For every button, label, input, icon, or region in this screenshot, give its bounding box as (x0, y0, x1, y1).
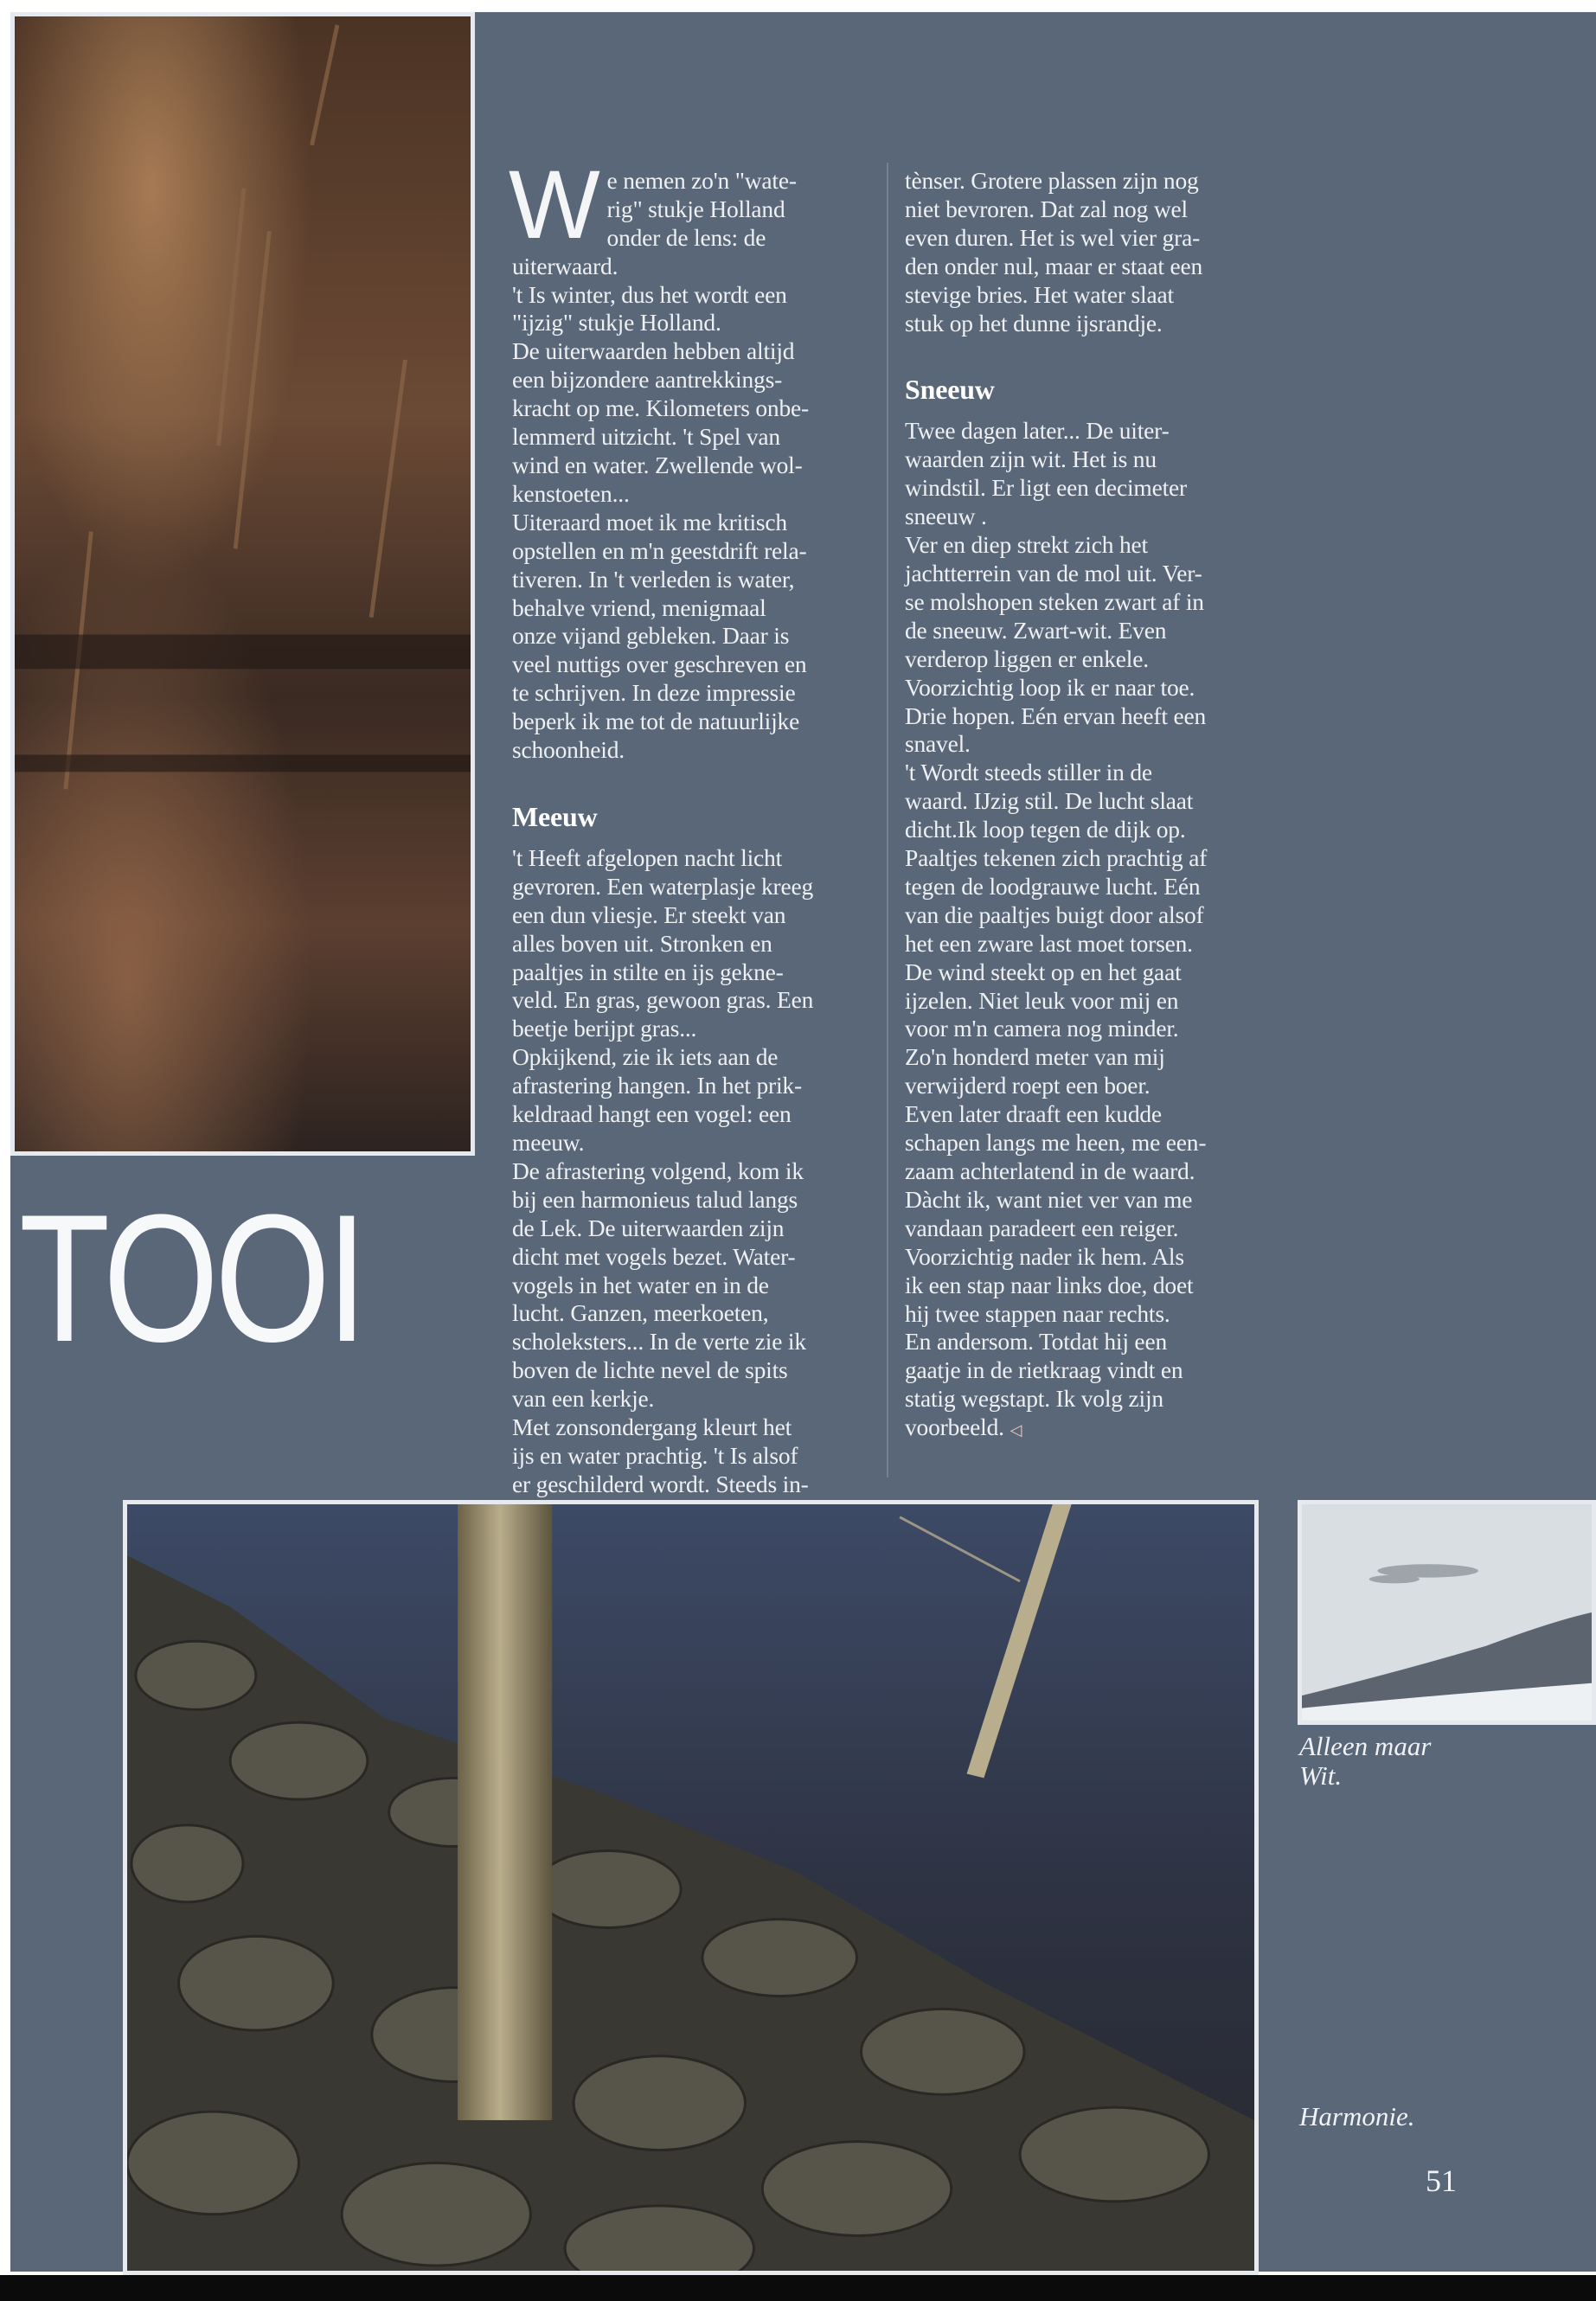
dropcap-letter: W (509, 150, 600, 259)
intro-paragraph (509, 138, 875, 765)
caption-winter-photo: Alleen maar Wit. (1299, 1731, 1432, 1791)
shore-poles-photo (123, 1500, 1259, 2275)
column-two-top-text: tènser. Grotere plassen zijn nog niet bevroren. Dat zal nog wel even duren. Het is wel vier gra- den onder nul, maar er staat een stevige bries. Het water slaat stuk op het dunne ijsrandje. (905, 167, 1203, 336)
frosted-grass-photo (10, 12, 475, 1156)
column-divider (887, 163, 888, 1477)
page-number: 51 (1426, 2163, 1457, 2198)
section-text-meeuw: 't Heeft afgelopen nacht licht gevroren. Een waterplasje kreeg een dun vliesje. Er steekt van alles boven uit. Stronken en paaltjes in stilte en ijs gekne- veld. En gras, gewoon gras. Een beetje berijpt gras... Opkijkend, zie ik iets aan de afrastering hangen. In het prik- keldraad hangt een vogel: een meeuw. De afrastering volgend, kom ik bij een harmonieus talud langs de Lek. De uiterwaarden zijn dicht met vogels bezet. Water- vogels in het water en in de lucht. Ganzen, meerkoeten, scholeksters... In de verte zie ik boven de lichte nevel de spits van een kerkje. Met zonsondergang kleurt het ijs en water prachtig. 't Is alsof er geschilderd wordt. Steeds in- (512, 843, 814, 1497)
article-column-two (905, 167, 1277, 1445)
caption-shore-photo: Harmonie. (1299, 2101, 1415, 2131)
article-column-one (509, 138, 875, 1499)
end-mark-icon: ◁ (1010, 1421, 1022, 1439)
scan-edge-bar (0, 2275, 1596, 2301)
section-heading-meeuw: Meeuw (512, 800, 598, 832)
section-heading-sneeuw: Sneeuw (905, 374, 995, 406)
sneeuw-body-text: Twee dagen later... De uiter- waarden zijn wit. Het is nu windstil. Er ligt een decimeter sneeuw . Ver en diep strekt zich het jachtterrein van de mol uit. Ver- se molshopen steken zwart af in de sneeuw. Zwart-wit. Even verderop liggen er enkele. Voorzichtig loop ik er naar toe. Drie hopen. Eén ervan heeft een snavel. 't Wordt steeds stiller in de waard. IJzig stil. De lucht slaat dicht.Ik loop tegen de dijk op. Paaltjes tekenen zich prachtig af tegen de loodgrauwe lucht. Eén van die paaltjes buigt door alsof het een zware last moet torsen. De wind steekt op en het gaat ijzelen. Niet leuk voor mij en voor m'n camera nog minder. Zo'n honderd meter van mij verwijderd roept een boer. Even later draaft een kudde schapen langs me heen, me een- zaam achterlatend in de waard. Dàcht ik, want niet ver van me vandaan paradeert een reiger. Voorzichtig nader ik hem. Als ik een stap naar links doe, doet hij twee stappen naar rechts. En andersom. Totdat hij een gaatje in de rietkraag vindt en statig wegstapt. Ik volg zijn voorbeeld. (905, 417, 1208, 1441)
section-text-sneeuw (905, 417, 1277, 1445)
intro-text: e nemen zo'n "wate- rig" stukje Holland onder de lens: de uiterwaard. 't Is winter, dus het wordt een "ijzig" stukje Holland. De uiterwaarden hebben altijd een bijzondere aantrekkings- kracht op me. Kilometers onbe- lemmerd uitzicht. 't Spel van wind en water. Zwellende wol- kenstoeten... Uiteraard moet ik me kritisch opstellen en m'n geestdrift rela- tiveren. In 't verleden is water, behalve vriend, menigmaal onze vijand gebleken. Daar is veel nuttigs over geschreven en te schrijven. In deze impressie beperk ik me tot de natuurlijke schoonheid. (512, 166, 809, 764)
snowy-landscape-photo (1298, 1500, 1596, 1725)
headline-word: TOOI (19, 1176, 364, 1380)
